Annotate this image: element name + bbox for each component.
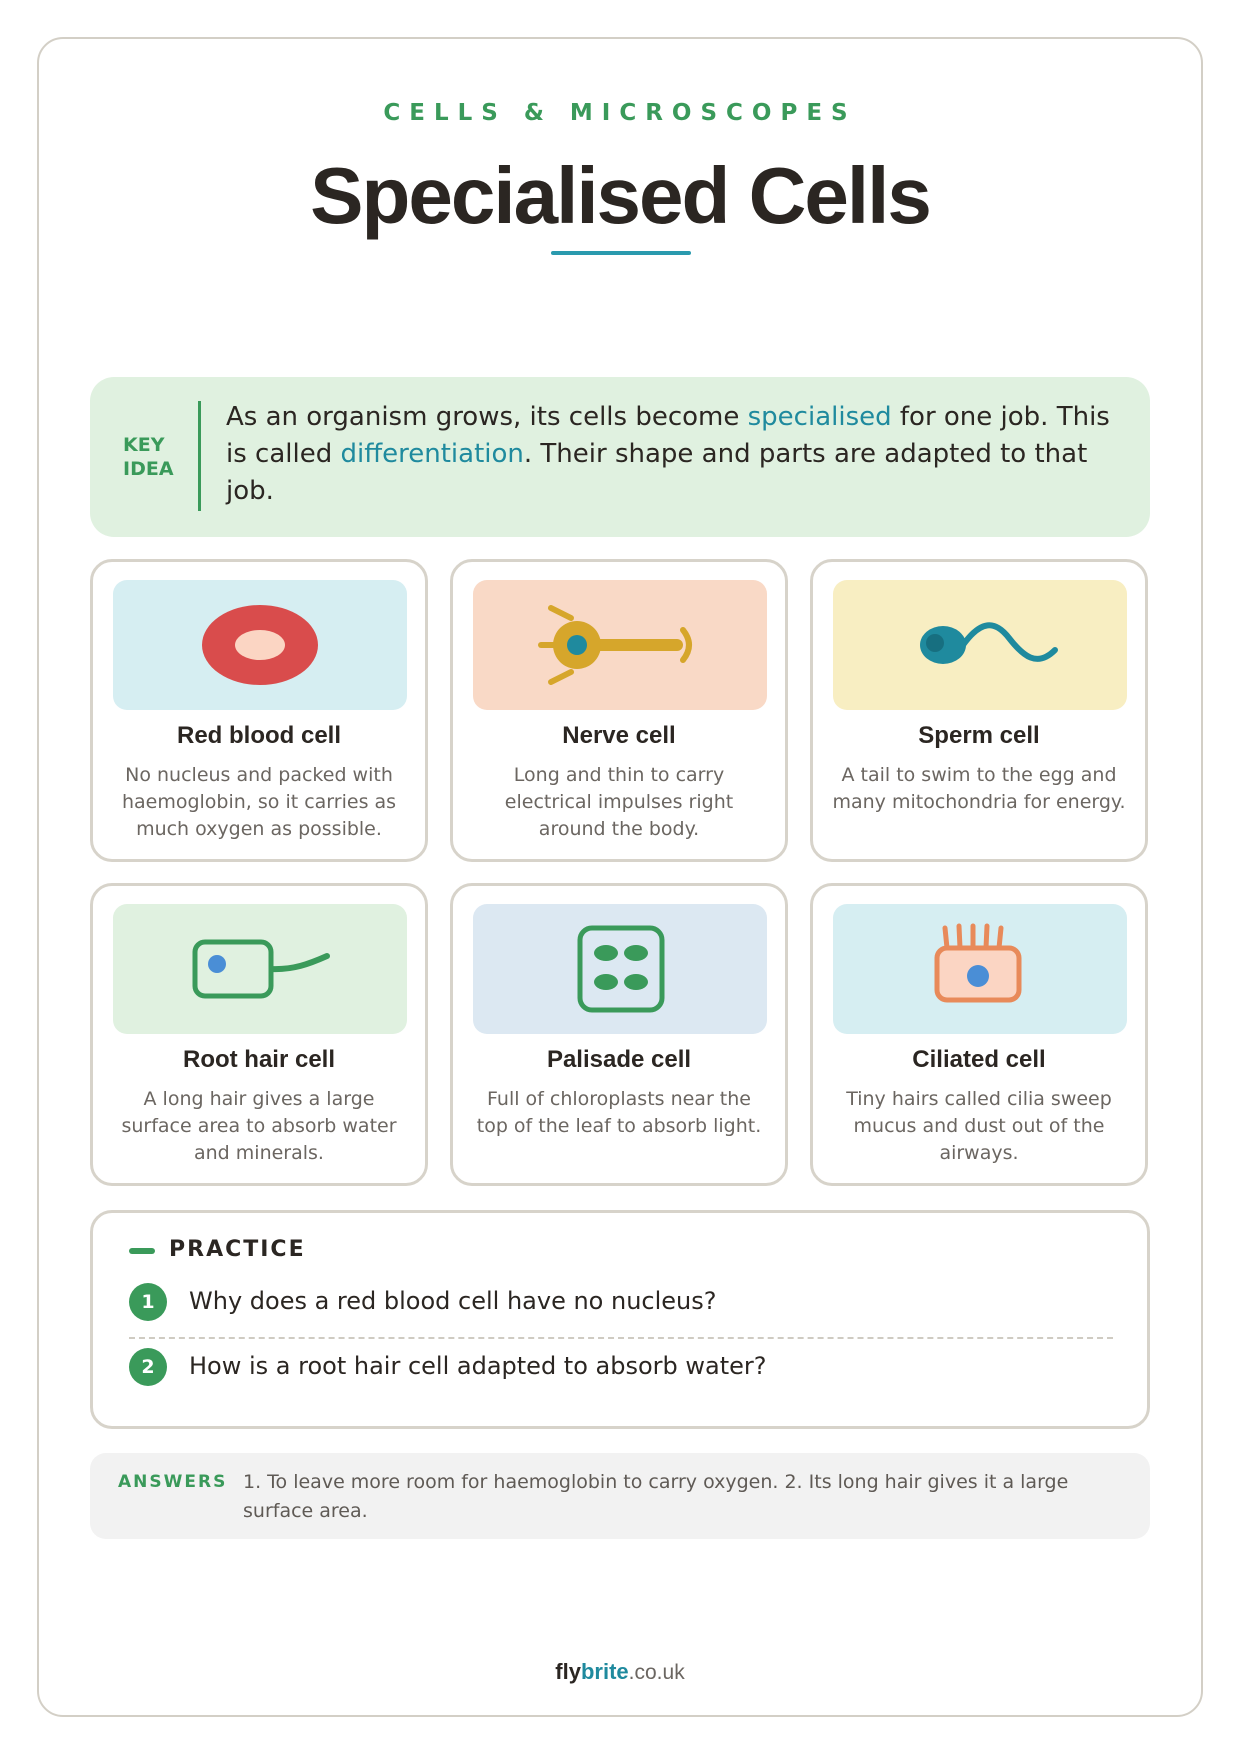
brand-name-part2: brite — [580, 1659, 629, 1684]
ciliated-cell-illustration — [833, 904, 1127, 1034]
palisade-cell-icon — [473, 904, 767, 1034]
card-title: Red blood cell — [176, 722, 341, 749]
brand-name-part1: fly — [555, 1659, 581, 1684]
key-term-differentiation: differentiation — [340, 439, 524, 469]
key-idea-text — [226, 399, 1126, 510]
red-blood-cell-illustration — [113, 580, 407, 710]
key-idea-text-part3: . Their shape and parts are adapted to that job. — [226, 439, 1088, 506]
card-root-hair-cell — [90, 883, 428, 1186]
card-description: Full of chloroplasts near the top of the leaf to absorb light. — [476, 1088, 762, 1137]
card-title: Root hair cell — [182, 1046, 336, 1073]
key-idea-label-line1: KEY — [123, 434, 165, 456]
practice-question-1 — [129, 1277, 1113, 1325]
root-hair-cell-icon — [113, 904, 407, 1034]
card-title: Ciliated cell — [912, 1046, 1046, 1073]
brand-domain: .co.uk — [628, 1661, 685, 1684]
question-number-badge: 1 — [129, 1283, 167, 1321]
topic-eyebrow: CELLS & MICROSCOPES — [383, 100, 857, 126]
card-description: Long and thin to carry electrical impulses right around the body. — [504, 764, 734, 840]
question-text: How is a root hair cell adapted to absorb water? — [189, 1352, 767, 1380]
ciliated-cell-icon — [833, 904, 1127, 1034]
practice-marker — [129, 1248, 155, 1254]
red-blood-cell-icon — [113, 580, 407, 710]
card-title: Palisade cell — [546, 1046, 692, 1073]
card-description: Tiny hairs called cilia sweep mucus and dust out of the airways. — [846, 1088, 1112, 1164]
card-description: A tail to swim to the egg and many mitochondria for energy. — [832, 764, 1126, 813]
key-idea-divider — [198, 401, 201, 511]
answers-label: ANSWERS — [118, 1472, 228, 1492]
card-description: A long hair gives a large surface area to absorb water and minerals. — [121, 1088, 397, 1164]
key-term-specialised: specialised — [747, 402, 892, 432]
key-idea-text-part2: for one job. This is called — [226, 402, 1110, 469]
title-underline — [551, 251, 691, 255]
key-idea-label — [123, 433, 183, 481]
root-hair-cell-illustration — [113, 904, 407, 1034]
practice-question-2 — [129, 1342, 1113, 1390]
card-red-blood-cell — [90, 559, 428, 862]
answers-box — [90, 1453, 1150, 1539]
card-palisade-cell — [450, 883, 788, 1186]
question-divider — [129, 1337, 1113, 1339]
key-idea-label-line2: IDEA — [123, 458, 174, 480]
sperm-cell-illustration — [833, 580, 1127, 710]
card-title: Sperm cell — [918, 722, 1040, 749]
card-sperm-cell — [810, 559, 1148, 862]
footer-brand — [0, 1659, 1240, 1685]
question-text: Why does a red blood cell have no nucleus? — [189, 1287, 717, 1315]
key-idea-box — [90, 377, 1150, 537]
nerve-cell-illustration — [473, 580, 767, 710]
key-idea-text-part1: As an organism grows, its cells become — [226, 402, 748, 432]
question-number-badge: 2 — [129, 1348, 167, 1386]
nerve-cell-icon — [473, 580, 767, 710]
card-nerve-cell — [450, 559, 788, 862]
page-title: Specialised Cells — [310, 151, 930, 240]
palisade-cell-illustration — [473, 904, 767, 1034]
card-title: Nerve cell — [562, 722, 676, 749]
answers-text: 1. To leave more room for haemoglobin to carry oxygen. 2. Its long hair gives it a large surface area. — [243, 1471, 1069, 1522]
practice-box — [90, 1210, 1150, 1429]
card-description: No nucleus and packed with haemoglobin, so it carries as much oxygen as possible. — [121, 764, 397, 840]
sperm-cell-icon — [833, 580, 1127, 710]
practice-heading: PRACTICE — [169, 1237, 306, 1262]
card-ciliated-cell — [810, 883, 1148, 1186]
